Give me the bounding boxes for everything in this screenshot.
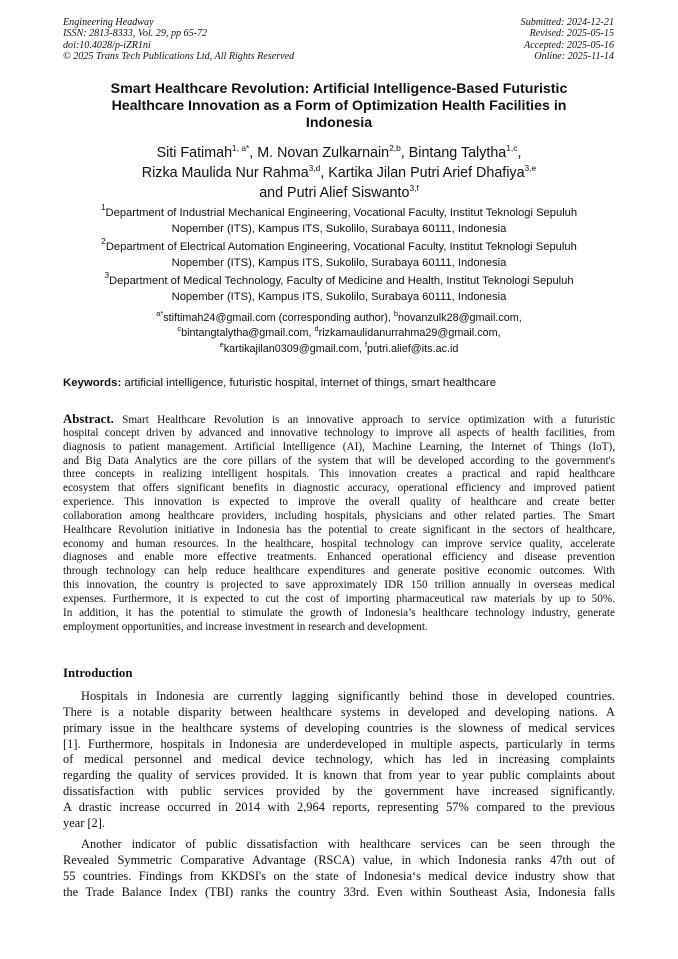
affiliation-number: 1 — [100, 202, 106, 212]
abstract-line: economy and human resources. In the healthcare, hospital technology can improve service quality, accelerate — [63, 537, 615, 550]
author-name: Siti Fatimah — [156, 145, 233, 161]
submitted-date: Submitted: 2024-12-21 — [520, 17, 614, 28]
author-list — [60, 143, 618, 203]
affiliation-line — [60, 202, 618, 221]
abstract-line: Healthcare Revolution initiative in Indonesia has the potential to create significant in the sectors of healthcare, — [63, 523, 615, 536]
email-sup: b — [393, 309, 398, 318]
affiliation-line — [60, 236, 618, 255]
affiliation-line — [60, 270, 618, 289]
email-sup: d — [314, 324, 319, 334]
author-line — [60, 163, 618, 183]
abstract-line — [63, 413, 615, 427]
author-sup: 3,f — [409, 183, 419, 193]
paragraph-line: There is a notable disparity between healthcare systems in developed and developing nations. A — [63, 704, 615, 719]
paragraph-line: dissatisfaction with public services provided by the government have increased significantly. — [63, 784, 615, 799]
email-f[interactable]: putri.alief@its.ac.id — [367, 342, 459, 355]
keywords-label: Keywords: — [63, 377, 122, 389]
abstract-line: expenses. Furthermore, it is expected to cut the cost of importing pharmaceutical raw materials by up to 50%. — [63, 592, 615, 605]
abstract-line: and Big Data Analytics are the core pillars of the system that will be developed according to the government's — [63, 454, 615, 467]
abstract-line: In addition, it has the potential to stimulate the growth of Indonesia’s healthcare technology industry, generate — [63, 606, 615, 619]
affiliation-number: 3 — [104, 270, 110, 280]
abstract-line: hospital concept driven by advanced and innovative technology to improve all aspects of health facilities, from — [63, 426, 615, 439]
abstract-line: three concepts in realizing intelligent hospitals. This innovation creates a practical and rapid healthcare — [63, 468, 615, 481]
abstract-line: collaboration among healthcare providers, including hospitals, physicians and other related parties. The Smart — [63, 509, 615, 522]
abstract-line: experience. This innovation is expected to improve the overall quality of healthcare and create better — [63, 496, 615, 509]
email-sup: a* — [156, 309, 164, 318]
abstract-line: diagnosis to patient management. Artificial Intelligence (AI), Machine Learning, the Internet of Things (IoT), — [63, 440, 615, 453]
paper-title — [60, 81, 618, 132]
accepted-date: Accepted: 2025-05-16 — [524, 39, 614, 51]
paragraph-line: the Trade Balance Index (TBI) ranks the country 33rd. Even within Southeast Asia, Indonesia falls — [63, 884, 615, 899]
paragraph-line: Revealed Symmetric Comparative Advantage (RSCA) value, in which Indonesia ranks 47th out of — [63, 852, 615, 867]
author-line — [60, 143, 618, 163]
author-name: , Kartika Jilan Putri Arief Dhafiya — [320, 165, 525, 181]
affiliation-number: 2 — [101, 236, 106, 246]
abstract-label: Abstract. — [63, 412, 114, 426]
keywords — [63, 377, 496, 389]
issn-volume: ISSN: 2813-8333, Vol. 29, pp 65-72 — [63, 28, 208, 40]
email-line — [60, 326, 618, 341]
author-name: , Bintang Talytha — [400, 145, 507, 161]
affiliation-text: Department of Medical Technology, Faculty of Medicine and Health, Institut Teknologi Sepuluh — [109, 275, 574, 287]
author-sup: 3,d — [308, 163, 321, 173]
paragraph-line: of medical personnel and medical device technology, which has led in increasing complaints — [63, 752, 615, 767]
abstract-line: diagnoses and enable more effective treatments. Enhanced operational efficiency and disease prevention — [63, 551, 615, 564]
author-line — [60, 183, 618, 203]
affiliation-2 — [60, 236, 618, 272]
email-line — [60, 311, 618, 326]
abstract-line: employment opportunities, and increase investment in research and development. — [63, 620, 428, 633]
paragraph-line: A drastic increase occurred in 2014 with 2,964 reports, representing 57% compared to the previous — [63, 799, 615, 814]
author-sup: 1,c — [506, 143, 518, 153]
title-line: Healthcare Innovation as a Form of Optimization Health Facilities in — [111, 98, 567, 114]
paragraph-line: regarding the quality of services provided. It is known that from year to year public complaints about — [63, 768, 615, 783]
author-sup: 2,b — [389, 143, 401, 153]
affiliation-text: Department of Industrial Mechanical Engineering, Vocational Faculty, Institut Teknologi Sepuluh — [105, 207, 578, 219]
journal-name: Engineering Headway — [63, 17, 154, 28]
journal-header-right — [521, 17, 614, 62]
affiliation-line: Nopember (ITS), Kampus ITS, Sukolilo, Surabaya 60111, Indonesia — [171, 223, 507, 236]
paragraph-line: primary issue in the healthcare systems of developing countries is the slowness of medical services — [63, 720, 615, 735]
title-line: Smart Healthcare Revolution: Artificial Intelligence-Based Futuristic — [110, 81, 568, 97]
revised-date: Revised: 2025-05-15 — [529, 28, 614, 40]
journal-header-left — [63, 17, 294, 62]
email-d[interactable]: rizkamaulidanurrahma29@gmail.com, — [318, 327, 501, 340]
paragraph-line: year [2]. — [63, 815, 105, 830]
affiliation-text: Department of Electrical Automation Engineering, Vocational Faculty, Institut Teknologi Sepuluh — [105, 241, 577, 253]
abstract-line: ecosystem that offers significant benefits in diagnostic accuracy, operational efficiency and improved patient — [63, 482, 615, 495]
introduction-paragraph-2 — [63, 837, 615, 900]
keywords-text: artificial intelligence, futuristic hospital, internet of things, smart healthcare — [124, 377, 497, 389]
abstract — [63, 413, 615, 635]
author-name: Rizka Maulida Nur Rahma — [141, 165, 309, 181]
online-date: Online: 2025-11-14 — [534, 50, 614, 62]
abstract-line: this innovation, the country is projected to save approximately IDR 150 trillion annually in overseas medical — [63, 579, 615, 592]
introduction-heading: Introduction — [63, 666, 133, 680]
email-a[interactable]: stiftimah24@gmail.com (corresponding author), — [163, 312, 394, 324]
introduction-paragraph-1 — [63, 689, 615, 832]
paragraph-line: 55 countries. Findings from KKDSI's on the state of Indonesia‘s medical device industry show that — [63, 868, 615, 883]
copyright: © 2025 Trans Tech Publications Ltd, All Rights Reserved — [63, 50, 295, 62]
email-sup: f — [364, 339, 367, 349]
abstract-line: through technology can help reduce healthcare expenditures and generate positive economic outcomes. With — [63, 565, 615, 578]
author-emails — [60, 311, 618, 357]
email-b[interactable]: novanzulk28@gmail.com, — [397, 312, 522, 324]
title-line: Indonesia — [305, 115, 373, 131]
email-line — [60, 339, 618, 357]
author-separator: , — [517, 145, 522, 161]
abstract-text: Smart Healthcare Revolution is an innovative approach to service optimization with a futuristic — [122, 414, 615, 426]
email-c[interactable]: bintangtalytha@gmail.com, — [181, 327, 315, 340]
doi[interactable]: doi:10.4028/p-iZR1ni — [63, 39, 151, 51]
author-name: , M. Novan Zulkarnain — [249, 145, 390, 161]
email-sup: e — [219, 339, 224, 349]
affiliation-3 — [60, 270, 618, 306]
paragraph-line: Another indicator of public dissatisfaction with healthcare services can be seen through the — [81, 837, 615, 851]
paragraph-line: Hospitals in Indonesia are currently lagging significantly behind those in developed countries. — [81, 689, 615, 703]
email-e[interactable]: kartikajilan0309@gmail.com, — [223, 342, 365, 355]
author-sup: 3,e — [524, 163, 537, 173]
affiliation-1 — [60, 202, 618, 238]
paragraph-line: [1]. Furthermore, hospitals in Indonesia are underdeveloped in multiple aspects, particularly in terms — [63, 736, 615, 751]
affiliation-line: Nopember (ITS), Kampus ITS, Sukolilo, Surabaya 60111, Indonesia — [171, 257, 507, 270]
email-sup: c — [177, 324, 182, 334]
affiliation-line: Nopember (ITS), Kampus ITS, Sukolilo, Surabaya 60111, Indonesia — [171, 291, 507, 304]
author-sup: 1, a* — [232, 143, 250, 153]
author-name: and Putri Alief Siswanto — [259, 185, 410, 201]
